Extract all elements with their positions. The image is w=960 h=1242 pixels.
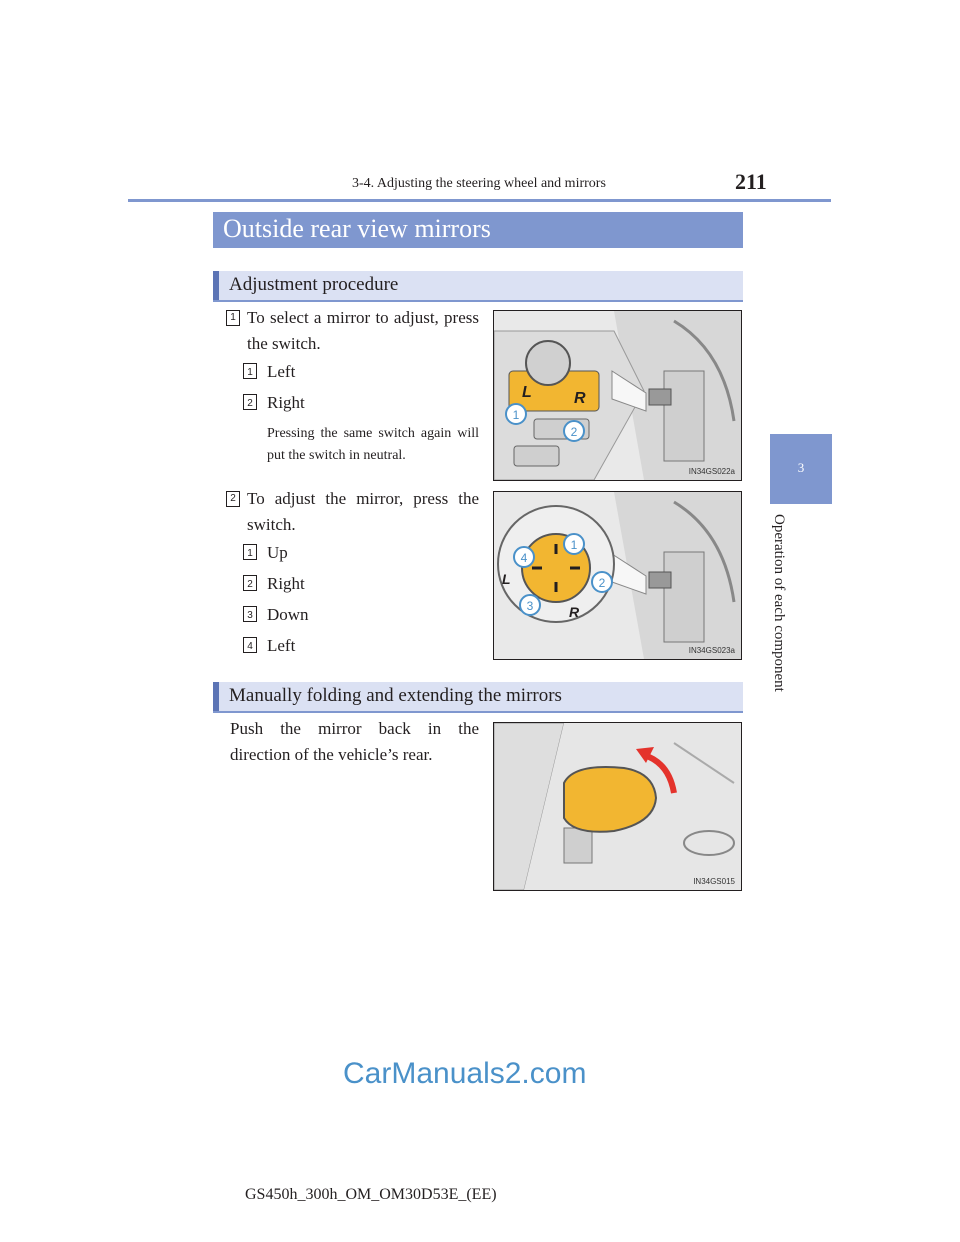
- callout-2: 2: [598, 576, 606, 590]
- item-number-icon: [243, 637, 263, 657]
- mirror-adjust-figure: [493, 491, 742, 660]
- item-number-icon: [243, 575, 263, 595]
- mirror-fold-illustration: [494, 723, 741, 890]
- step-2-text: To adjust the mirror, press the switch.: [247, 489, 479, 534]
- step-1-text: To select a mirror to adjust, press the switch.: [247, 308, 479, 353]
- item-number-icon: [243, 394, 263, 414]
- footer-code: GS450h_300h_OM_OM30D53E_(EE): [245, 1186, 497, 1203]
- item-down-label: Down: [267, 605, 309, 624]
- callout-4: 4: [520, 551, 528, 565]
- mirror-select-figure: [493, 310, 742, 481]
- item-right-label: Right: [267, 393, 305, 412]
- item-up-label: Up: [267, 543, 288, 562]
- item-number-icon: [243, 363, 263, 383]
- switch-letter-l: L: [522, 384, 532, 401]
- section-title: 3-4. Adjusting the steering wheel and mirrors: [352, 176, 606, 191]
- chapter-label-container: [770, 514, 804, 714]
- mirror-adjust-illustration: [494, 492, 741, 659]
- item-left-label: Left: [267, 362, 296, 381]
- mirror-fold-figure: [493, 722, 742, 891]
- step-1-note: Pressing the same switch again will put the switch in neutral.: [267, 426, 479, 463]
- item-number: 4: [247, 641, 253, 652]
- switch-letter-l: L: [502, 571, 511, 587]
- callout-1: 1: [570, 538, 578, 552]
- header-rule: [128, 199, 831, 202]
- adjustment-heading: Adjustment procedure: [229, 274, 399, 295]
- adjustment-heading-bar: [213, 271, 743, 300]
- page-number: 211: [735, 169, 767, 194]
- folding-heading: Manually folding and extending the mirrors: [229, 685, 562, 706]
- folding-heading-bar: [213, 682, 743, 711]
- item-number-icon: [243, 606, 263, 626]
- mirror-select-illustration: [494, 311, 741, 480]
- figure-code: IN34GS023a: [688, 646, 735, 655]
- callout-2: 2: [570, 425, 578, 439]
- item-number: 1: [247, 548, 253, 559]
- figure-code: IN34GS022a: [688, 467, 735, 476]
- item-number: 2: [247, 579, 253, 590]
- figure-code: IN34GS015: [693, 877, 735, 886]
- page-title: Outside rear view mirrors: [223, 214, 491, 243]
- item-number: 3: [247, 610, 253, 621]
- chapter-label: Operation of each component: [771, 514, 787, 692]
- watermark: CarManuals2.com: [343, 1057, 587, 1090]
- step-1-marker: 1: [226, 310, 240, 326]
- callout-1: 1: [512, 408, 520, 422]
- switch-letter-r: R: [574, 390, 586, 407]
- folding-text: Push the mirror back in the direction of the vehicle’s rear.: [230, 719, 479, 764]
- item-number: 1: [247, 367, 253, 378]
- chapter-number: 3: [797, 460, 805, 475]
- item-number-icon: [243, 544, 263, 564]
- item-left-label: Left: [267, 636, 296, 655]
- item-right-label: Right: [267, 574, 305, 593]
- switch-letter-r: R: [569, 604, 580, 620]
- item-number: 2: [247, 398, 253, 409]
- page-title-bar: [213, 212, 743, 248]
- callout-3: 3: [526, 599, 534, 613]
- step-2-marker: 2: [226, 491, 240, 507]
